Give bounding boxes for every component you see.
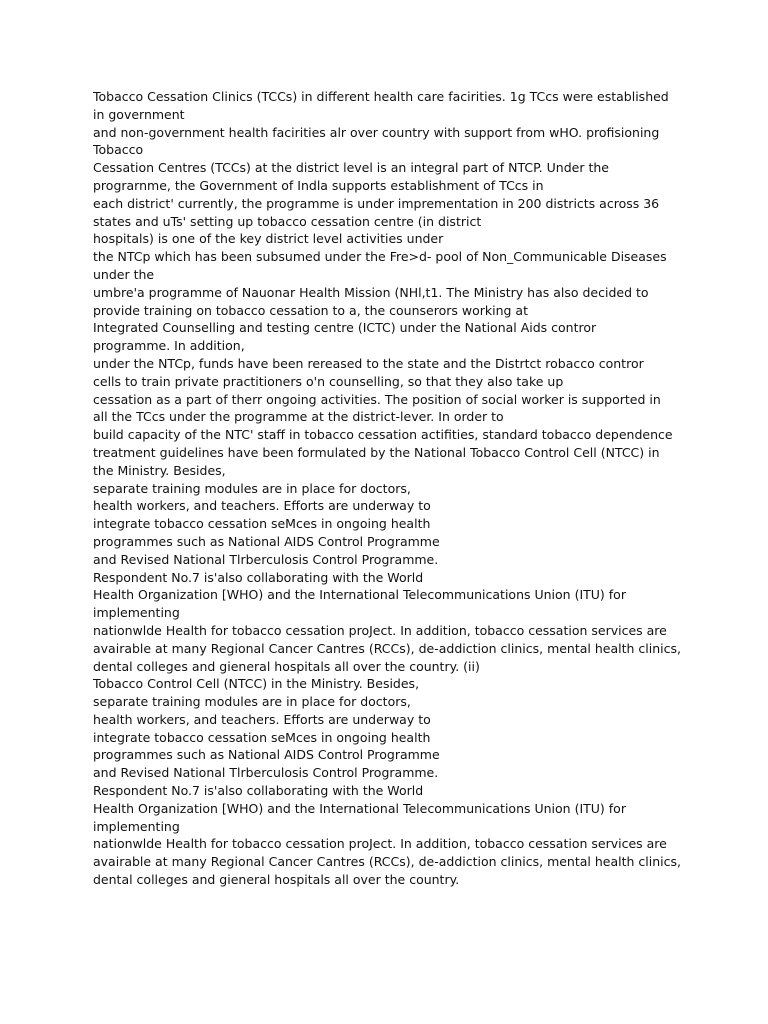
text-line: avairable at many Regional Cancer Cantres (RCCs), de-addiction clinics, mental health clinics, [93, 854, 681, 870]
text-line: Respondent No.7 is'also collaborating with the World [93, 783, 424, 799]
text-line: nationwlde Health for tobacco cessation proJect. In addition, tobacco cessation services are [93, 836, 667, 852]
text-line: implementing [93, 605, 180, 621]
text-line: separate training modules are in place for doctors, [93, 694, 411, 710]
text-line: build capacity of the NTC' staff in tobacco cessation actifities, standard tobacco dependence [93, 427, 673, 443]
text-line: programme. In addition, [93, 338, 245, 354]
text-line: cessation as a part of therr ongoing activities. The position of social worker is supported in [93, 391, 661, 407]
text-line: Tobacco [93, 142, 144, 158]
text-line: Health Organization [WHO) and the International Telecommunications Union (ITU) for [93, 800, 626, 816]
text-line: and non-government health facirities alr over country with support from wHO. profisioning [93, 124, 660, 140]
text-line: states and uTs' setting up tobacco cessation centre (in district [93, 213, 482, 229]
text-line: integrate tobacco cessation seMces in ongoing health [93, 516, 431, 532]
text-line: Health Organization [WHO) and the International Telecommunications Union (ITU) for [93, 587, 626, 603]
text-line: in government [93, 106, 185, 122]
text-line: prograrnme, the Government of Indla supports establishment of TCcs in [93, 177, 544, 193]
document-body-text [93, 88, 693, 889]
text-line: health workers, and teachers. Efforts are underway to [93, 711, 431, 727]
text-line: umbre'a programme of Nauonar Health Mission (NHl,t1. The Ministry has also decided to [93, 284, 649, 300]
text-line: Tobacco Cessation Clinics (TCCs) in different health care facirities. 1g TCcs were established [93, 89, 669, 104]
text-line: the Ministry. Besides, [93, 462, 226, 478]
text-line: separate training modules are in place for doctors, [93, 480, 411, 496]
text-line: dental colleges and gieneral hospitals all over the country. (ii) [93, 658, 480, 674]
text-line: under the NTCp, funds have been rereased to the state and the Distrtct robacco contror [93, 355, 644, 371]
text-line: Integrated Counselling and testing centre (ICTC) under the National Aids contror [93, 320, 597, 336]
text-line: treatment guidelines have been formulated by the National Tobacco Control Cell (NTCC) in [93, 444, 660, 460]
text-line: avairable at many Regional Cancer Cantres (RCCs), de-addiction clinics, mental health clinics, [93, 640, 681, 656]
text-line: and Revised National Tlrberculosis Control Programme. [93, 765, 439, 781]
text-line: Tobacco Control Cell (NTCC) in the Ministry. Besides, [93, 676, 420, 692]
text-line: under the [93, 266, 155, 282]
text-line: programmes such as National AIDS Control Programme [93, 747, 440, 763]
text-line: dental colleges and gieneral hospitals all over the country. [93, 872, 460, 888]
text-line: all the TCcs under the programme at the district-lever. In order to [93, 409, 504, 425]
text-line: provide training on tobacco cessation to a, the counserors working at [93, 302, 528, 318]
text-line: and Revised National Tlrberculosis Control Programme. [93, 551, 439, 567]
text-line: cells to train private practitioners o'n counselling, so that they also take up [93, 373, 564, 389]
text-line: hospitals) is one of the key district level activities under [93, 231, 444, 247]
text-line: programmes such as National AIDS Control Programme [93, 533, 440, 549]
text-line: each district' currently, the programme is under imprementation in 200 districts across 36 [93, 195, 660, 211]
text-line: health workers, and teachers. Efforts are underway to [93, 498, 431, 514]
text-line: implementing [93, 818, 180, 834]
text-line: Cessation Centres (TCCs) at the district level is an integral part of NTCP. Under the [93, 160, 609, 176]
text-line: nationwlde Health for tobacco cessation proJect. In addition, tobacco cessation services are [93, 622, 667, 638]
text-line: Respondent No.7 is'also collaborating with the World [93, 569, 424, 585]
text-line: integrate tobacco cessation seMces in ongoing health [93, 729, 431, 745]
text-line: the NTCp which has been subsumed under the Fre>d- pool of Non_Communicable Diseases [93, 249, 667, 265]
